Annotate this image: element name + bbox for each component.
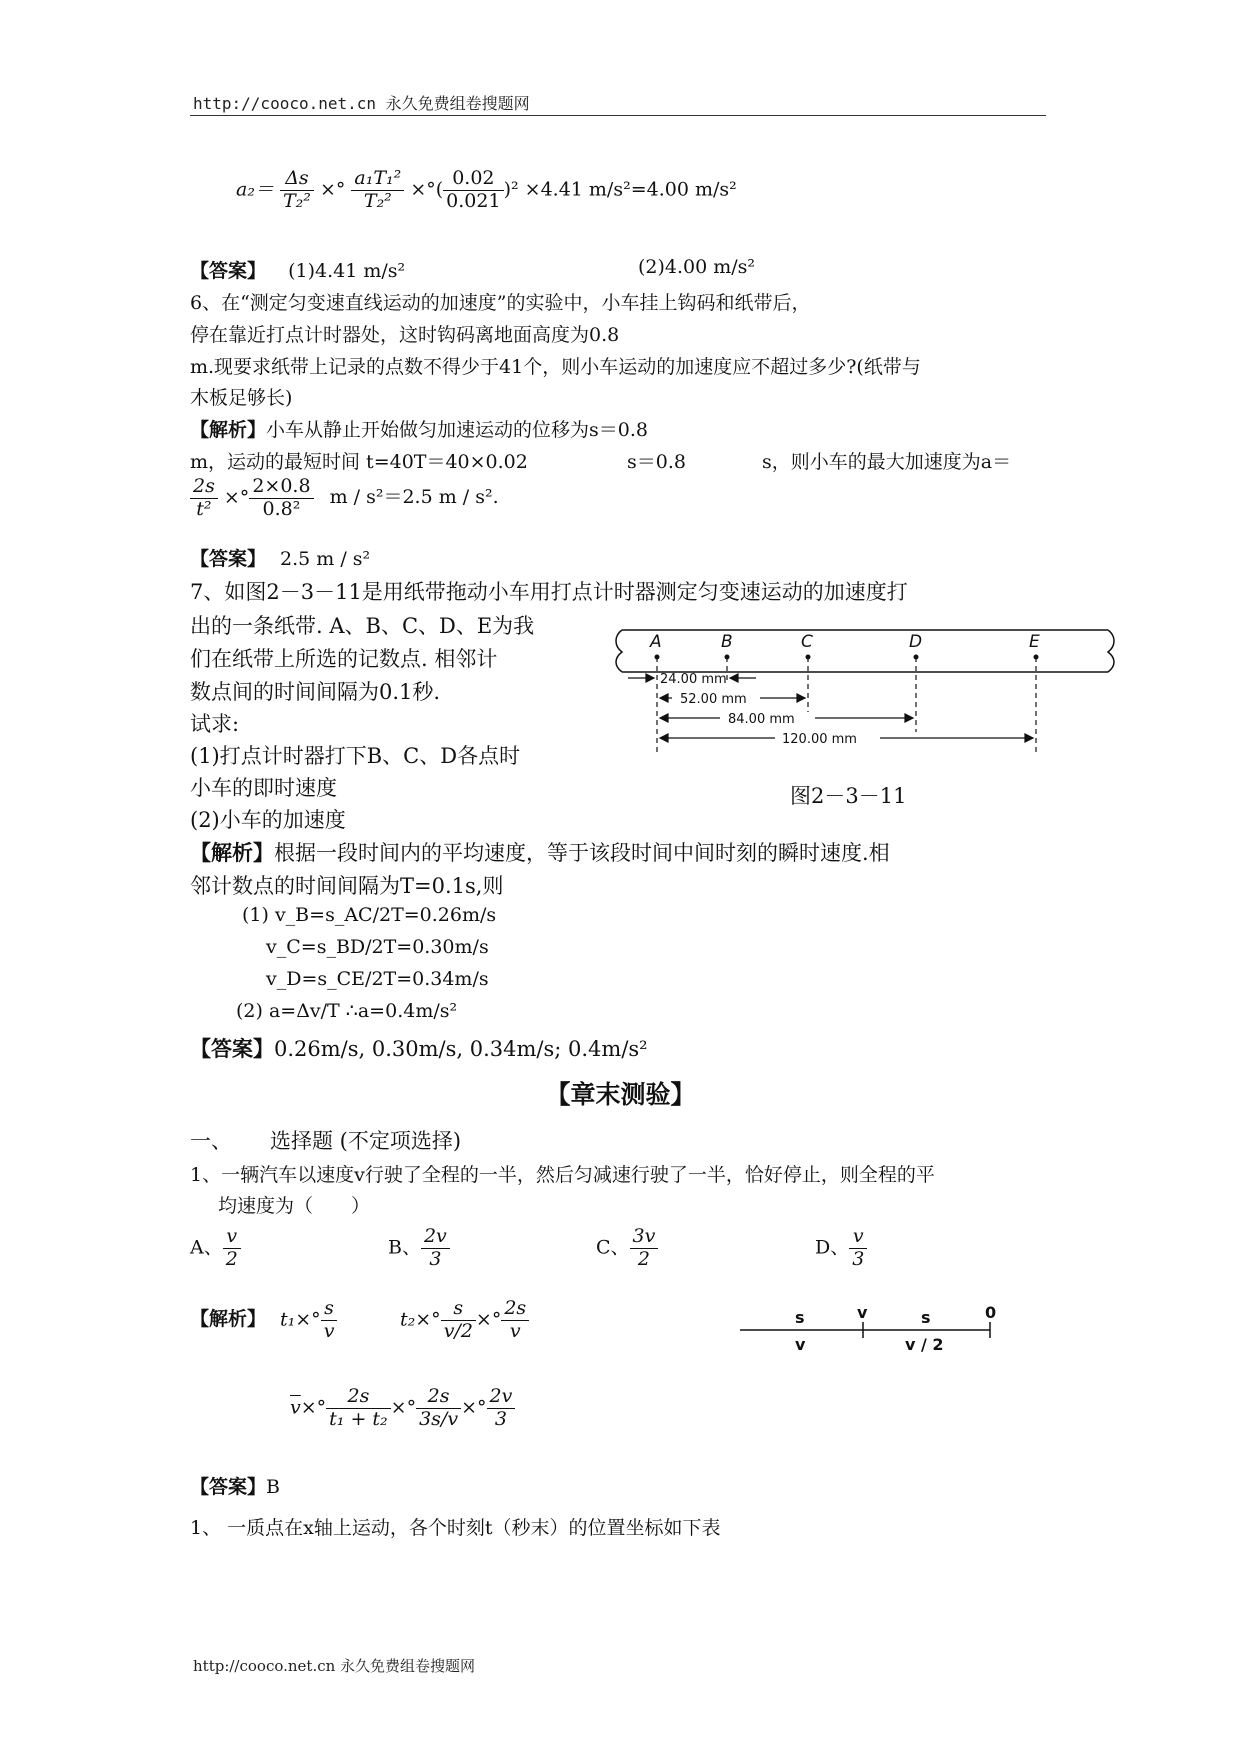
point-label-d: D xyxy=(909,632,923,652)
q6-line4: 木板足够长) xyxy=(190,387,293,409)
point-label-b: B xyxy=(721,632,733,652)
seg-label-v-bottom: v xyxy=(795,1335,806,1354)
mc1-t2-formula: t₂×° $\frac{s}{v/2}$ ×° $\frac{2s}{v}$ xyxy=(400,1298,529,1343)
point-label-c: C xyxy=(801,632,813,652)
q6-analysis-1: 【解析】小车从静止开始做匀加速运动的位移为s＝0.8 xyxy=(190,419,648,441)
option-b[interactable]: B、 $\frac{2v}{3}$ xyxy=(388,1226,450,1271)
q6-line2: 停在靠近打点计时器处，这时钩码离地面高度为0.8 xyxy=(190,324,620,346)
dim-label-ab: 24.00 mm xyxy=(660,672,727,687)
header-divider xyxy=(190,115,1046,116)
mc1-avg-velocity-formula: $\overline{v}\times^\circ$ $\frac{2s}{\text{t₁ + t₂}}$ ×° $\frac{2s}{3s/v}$ ×° $\frac{2v}{3}$ xyxy=(290,1386,515,1431)
q7-line6: (1)打点计时器打下B、C、D各点时 xyxy=(190,744,521,768)
q6-analysis-2b: s＝0.8 xyxy=(627,451,686,473)
mc2-line1: 1、 一质点在x轴上运动，各个时刻t（秒末）的位置坐标如下表 xyxy=(190,1517,721,1539)
q6-formula: $\frac{2s}{\text{t²}}$ ×° $\frac{2\times 0.8}{\text{0.8²}}$ m / s²＝2.5 m / s². xyxy=(190,476,499,521)
q7-line3: 们在纸带上所选的记数点. 相邻计 xyxy=(190,647,498,671)
paren-open: ( xyxy=(435,178,444,201)
dim-label-ae: 120.00 mm xyxy=(782,732,857,747)
q6-analysis-2c: s，则小车的最大加速度为a＝ xyxy=(762,451,1012,473)
answer-label: 【答案】 xyxy=(190,260,267,282)
garbled-symbol: ×° xyxy=(410,178,436,201)
seg-label-v: v xyxy=(857,1303,868,1322)
q7-answer: 【答案】0.26m/s, 0.30m/s, 0.34m/s; 0.4m/s² xyxy=(190,1036,648,1061)
motion-segment-diagram xyxy=(735,1300,1005,1360)
mc1-line1: 1、一辆汽车以速度v行驶了全程的一半，然后匀减速行驶了一半，恰好停止，则全程的平 xyxy=(190,1164,935,1186)
fraction-a1t1: $\frac{\text{a₁T₁²}}{\text{T₂²}}$ xyxy=(351,168,404,213)
answer-part2: (2)4.00 m/s² xyxy=(638,256,756,278)
ticker-tape-figure xyxy=(610,612,1130,762)
garbled-symbol: ×° xyxy=(319,178,346,201)
q7-line7: 小车的即时速度 xyxy=(190,776,337,800)
page-header: http://cooco.net.cn 永久免费组卷搜题网 xyxy=(193,94,530,113)
q7-line2: 出的一条纸带. A、B、C、D、E为我 xyxy=(190,614,535,638)
option-d[interactable]: D、 $\frac{v}{3}$ xyxy=(815,1226,867,1271)
seg-label-zero: 0 xyxy=(985,1303,997,1322)
q7-eq2: v_C=s_BD/2T=0.30m/s xyxy=(266,936,489,958)
q7-line8: (2)小车的加速度 xyxy=(190,808,346,832)
figure-caption: 图2－3－11 xyxy=(790,784,907,808)
q6-answer: 【答案】 2.5 m / s² xyxy=(190,548,371,570)
mc1-analysis-label: 【解析】 xyxy=(190,1308,267,1330)
mc1-t1-formula: t₁×° $\frac{s}{v}$ xyxy=(280,1298,337,1343)
analysis-label: 【解析】 xyxy=(190,419,267,441)
seg-label-s2: s xyxy=(921,1308,931,1327)
fraction-ratio: $\frac{0.02}{0.021}$ xyxy=(443,168,503,213)
section-title: 【章末测验】 xyxy=(545,1080,696,1109)
point-label-e: E xyxy=(1029,632,1040,652)
point-label-a: A xyxy=(650,632,662,652)
q7-analysis-2: 邻计数点的时间间隔为T=0.1s,则 xyxy=(190,874,504,898)
q7-eq3: v_D=s_CE/2T=0.34m/s xyxy=(266,968,489,990)
formula-tail: )² ×4.41 m/s²=4.00 m/s² xyxy=(503,178,737,201)
option-a[interactable]: A、 $\frac{v}{2}$ xyxy=(190,1226,241,1271)
seg-label-v-half: v / 2 xyxy=(905,1335,944,1354)
option-c[interactable]: C、 $\frac{3v}{2}$ xyxy=(596,1226,658,1271)
fraction-delta-s: $\frac{\Delta s}{\text{T₂²}}$ xyxy=(280,168,314,213)
q7-analysis-1: 【解析】根据一段时间内的平均速度，等于该段时间中间时刻的瞬时速度.相 xyxy=(190,840,890,865)
q7-line5: 试求: xyxy=(190,712,240,736)
q7-line1: 7、如图2－3－11是用纸带拖动小车用打点计时器测定匀变速运动的加速度打 xyxy=(190,580,908,604)
mc1-line2: 均速度为（ ） xyxy=(218,1195,371,1217)
q6-analysis-2a: m，运动的最短时间 t=40T＝40×0.02 xyxy=(190,451,528,473)
q7-eq1: (1) v_B=s_AC/2T=0.26m/s xyxy=(242,904,497,926)
dim-label-ad: 84.00 mm xyxy=(728,712,795,727)
seg-label-s1: s xyxy=(795,1308,805,1327)
q6-line3: m.现要求纸带上记录的点数不得少于41个，则小车运动的加速度应不超过多少?(纸带与 xyxy=(190,356,921,378)
formula-lhs: a₂＝ xyxy=(236,178,274,201)
q7-line4: 数点间的时间间隔为0.1秒. xyxy=(190,680,441,704)
q6-line1: 6、在“测定匀变速直线运动的加速度”的实验中，小车挂上钩码和纸带后， xyxy=(190,292,811,314)
page-footer: http://cooco.net.cn 永久免费组卷搜题网 xyxy=(193,1657,476,1675)
mc1-answer: 【答案】B xyxy=(190,1476,280,1498)
answer-row-1 xyxy=(190,256,405,283)
q7-eq4: (2) a=Δv/T ∴a=0.4m/s² xyxy=(236,1000,458,1022)
formula-a2 xyxy=(236,168,737,213)
answer-part1: (1)4.41 m/s² xyxy=(288,260,406,282)
part-heading: 一、 选择题 (不定项选择) xyxy=(190,1129,462,1153)
dim-label-ac: 52.00 mm xyxy=(680,692,747,707)
